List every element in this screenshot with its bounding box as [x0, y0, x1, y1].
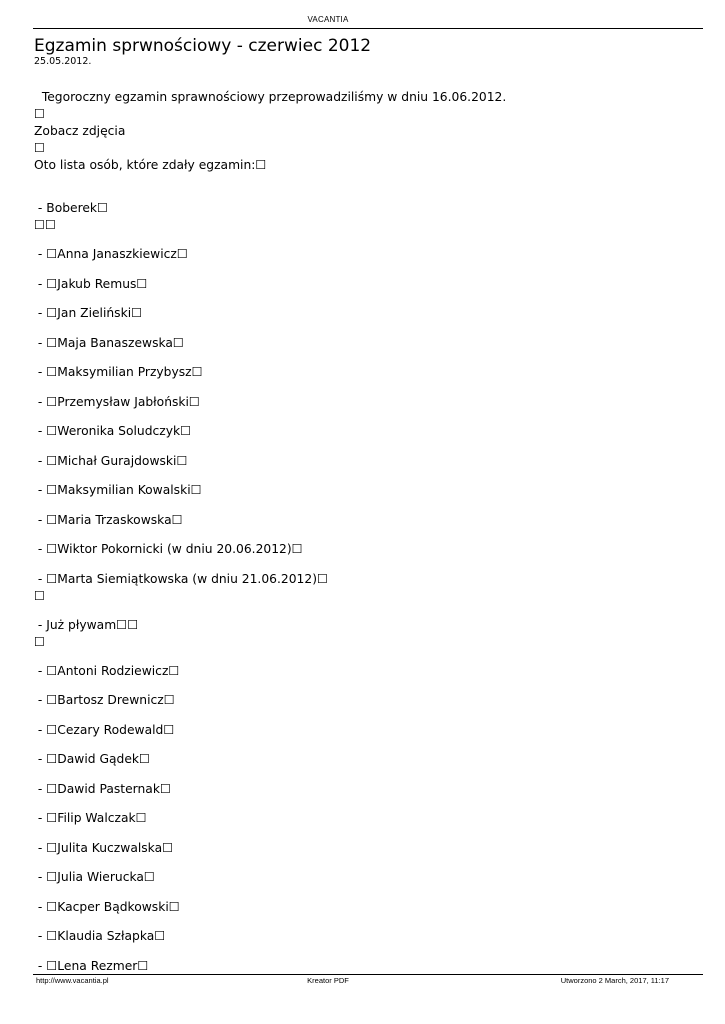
page-title: Egzamin sprwnościowy - czerwiec 2012 [34, 36, 372, 56]
intro-paragraph: Tegoroczny egzamin sprawnościowy przeprowadziliśmy w dniu 16.06.2012. [34, 90, 507, 104]
site-header-label: VACANTIA [307, 15, 349, 24]
footer-url-link[interactable]: http://www.vacantia.pl [36, 976, 109, 985]
list-item: - ☐Wiktor Pokornicki (w dniu 20.06.2012)☐ [34, 542, 303, 556]
list-item: - ☐Maria Trzaskowska☐ [34, 512, 183, 527]
list-item: - ☐Anna Janaszkiewicz☐ [34, 247, 188, 261]
passed-list-boberek [34, 246, 694, 588]
list-item: - ☐Michał Gurajdowski☐ [34, 453, 188, 468]
article-body [34, 89, 694, 975]
footer-generator: Kreator PDF [307, 976, 349, 985]
list-item: - ☐Antoni Rodziewicz☐ [34, 663, 180, 678]
checkbox-glyph: ☐ [34, 588, 46, 603]
list-item: - ☐Weronika Soludczyk☐ [34, 424, 192, 438]
group-heading-boberek: - Boberek☐ [34, 201, 109, 215]
list-item: - ☐Kacper Bądkowski☐ [34, 899, 180, 914]
list-item: - ☐Klaudia Szłapka☐ [34, 929, 166, 943]
list-item: - ☐Jakub Remus☐ [34, 276, 148, 291]
checkbox-glyph: ☐ [34, 141, 46, 155]
list-item: - ☐Przemysław Jabłoński☐ [34, 394, 200, 409]
list-item: - ☐Maksymilian Kowalski☐ [34, 483, 202, 497]
list-item: - ☐Jan Zieliński☐ [34, 306, 143, 320]
checkbox-glyph: ☐ [34, 107, 46, 121]
list-item: - ☐Julia Wierucka☐ [34, 870, 155, 884]
list-intro: Oto lista osób, które zdały egzamin:☐ [34, 158, 267, 172]
footer-divider [33, 974, 703, 975]
list-item: - ☐Cezary Rodewald☐ [34, 722, 175, 737]
photos-link[interactable]: Zobacz zdjęcia [34, 124, 126, 138]
header-divider [33, 28, 703, 29]
list-item: - ☐Julita Kuczwalska☐ [34, 840, 174, 855]
list-item: - ☐Dawid Pasternak☐ [34, 781, 171, 796]
list-item: - ☐Dawid Gądek☐ [34, 752, 151, 766]
checkbox-glyph: ☐☐ [34, 218, 57, 232]
footer-created-date: Utworzono 2 March, 2017, 11:17 [560, 976, 669, 985]
list-item: - ☐Maja Banaszewska☐ [34, 335, 184, 350]
list-item: - ☐Lena Rezmer☐ [34, 958, 149, 973]
list-item: - ☐Maksymilian Przybysz☐ [34, 365, 203, 379]
list-item: - ☐Marta Siemiątkowska (w dniu 21.06.2012)☐ [34, 571, 329, 586]
list-item: - ☐Filip Walczak☐ [34, 811, 147, 825]
passed-list-juz-plywam [34, 663, 694, 975]
list-item: - ☐Bartosz Drewnicz☐ [34, 693, 175, 707]
group-heading-juz-plywam: - Już pływam☐☐ [34, 617, 139, 632]
checkbox-glyph: ☐ [34, 634, 46, 649]
publish-date: 25.05.2012. [34, 56, 92, 67]
